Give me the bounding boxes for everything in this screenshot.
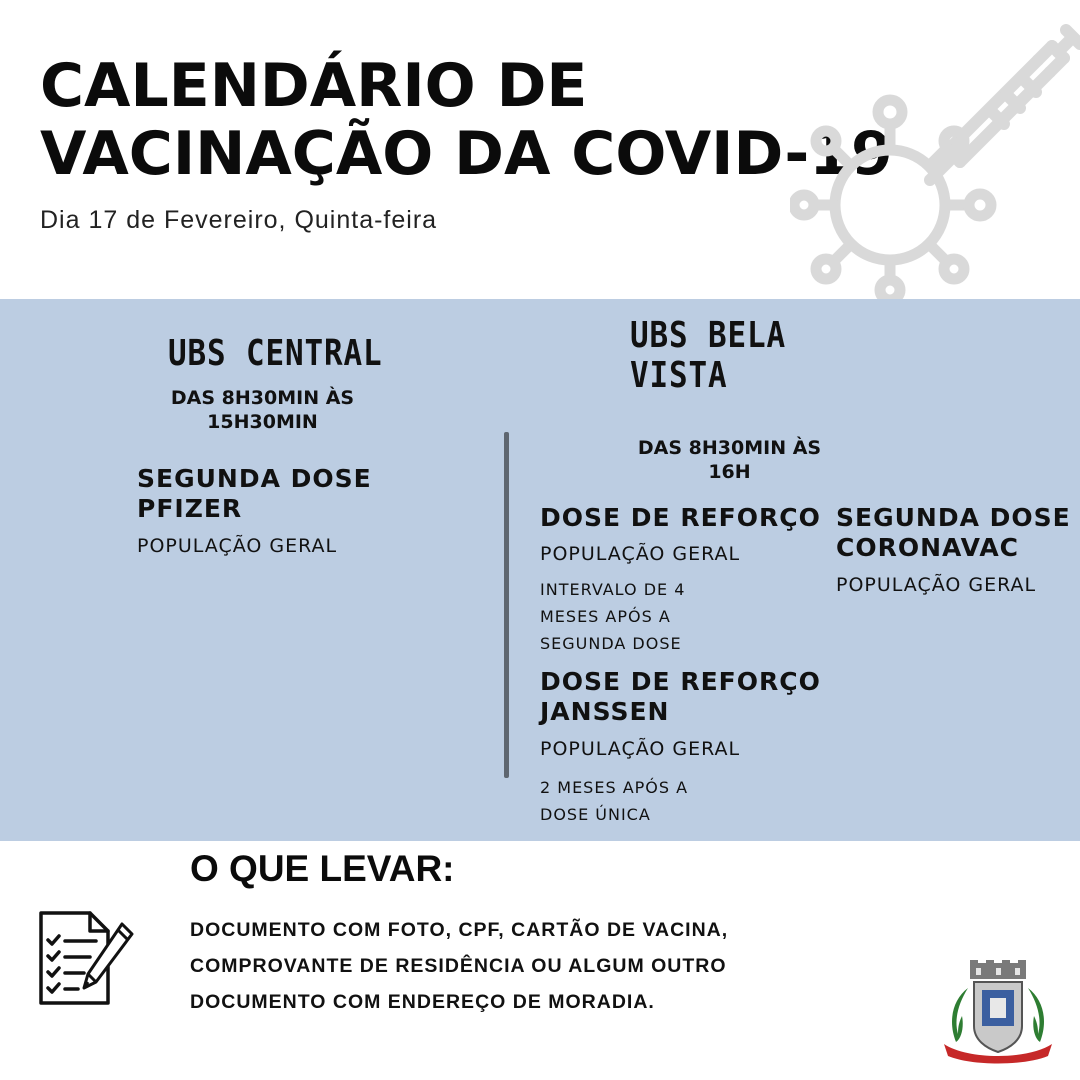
decoration [790, 0, 1080, 300]
janssen-title-line-2: JANSSEN [540, 697, 670, 726]
booster-population: POPULAÇÃO GERAL [540, 543, 741, 565]
janssen-note-line-2: DOSE ÚNICA [540, 805, 651, 824]
coronavac-title [836, 503, 1071, 563]
booster-title: DOSE DE REFORÇO [540, 503, 821, 532]
crest-crown-icon [970, 960, 1026, 979]
booster-note-line-2: MESES APÓS A [540, 607, 671, 626]
ubs-bela-vista-hours-line-1: DAS 8H30MIN ÀS [637, 437, 822, 459]
ubs-bela-vista-title-line-1: UBS BELA [630, 315, 786, 356]
ubs-central-title: UBS CENTRAL [168, 333, 383, 374]
ubs-central-population: POPULAÇÃO GERAL [137, 535, 338, 557]
crest-leaves-right-icon [1028, 988, 1044, 1042]
what-to-bring-line-2: COMPROVANTE DE RESIDÊNCIA OU ALGUM OUTRO [190, 955, 727, 977]
municipal-coat-of-arms [938, 960, 1058, 1065]
ubs-bela-vista-title [630, 316, 786, 396]
what-to-bring-line-3: DOCUMENTO COM ENDEREÇO DE MORADIA. [190, 991, 655, 1013]
janssen-population: POPULAÇÃO GERAL [540, 738, 741, 760]
ubs-central-hours [150, 386, 375, 434]
ubs-bela-vista-title-line-2: VISTA [630, 355, 728, 396]
ubs-bela-vista-hours [617, 436, 842, 484]
what-to-bring-text [190, 912, 830, 1020]
title-line-1: CALENDÁRIO DE [40, 51, 588, 121]
virus-icon [794, 100, 991, 300]
booster-interval-note [540, 576, 760, 657]
janssen-title-line-1: DOSE DE REFORÇO [540, 667, 821, 696]
ubs-bela-vista-hours-line-2: 16H [708, 461, 751, 483]
checklist-document-icon [38, 910, 136, 1006]
date-subtitle: Dia 17 de Fevereiro, Quinta-feira [40, 206, 438, 234]
ubs-central-dose-line-1: SEGUNDA DOSE [137, 464, 372, 493]
janssen-note-line-1: 2 MESES APÓS A [540, 778, 689, 797]
coronavac-title-line-2: CORONAVAC [836, 533, 1020, 562]
syringe-icon [930, 30, 1080, 180]
janssen-title [540, 667, 821, 727]
janssen-interval-note [540, 774, 760, 828]
crest-leaves-left-icon [952, 988, 968, 1042]
coronavac-title-line-1: SEGUNDA DOSE [836, 503, 1071, 532]
ubs-central-hours-line-1: DAS 8H30MIN ÀS [170, 387, 355, 409]
page-title [40, 52, 900, 188]
what-to-bring-line-1: DOCUMENTO COM FOTO, CPF, CARTÃO DE VACINA, [190, 919, 729, 941]
coronavac-population: POPULAÇÃO GERAL [836, 574, 1037, 596]
ubs-central-hours-line-2: 15H30MIN [207, 411, 318, 433]
booster-note-line-1: INTERVALO DE 4 [540, 580, 686, 599]
booster-note-line-3: SEGUNDA DOSE [540, 634, 682, 653]
what-to-bring-title: O QUE LEVAR: [190, 848, 455, 889]
ubs-central-dose-line-2: PFIZER [137, 494, 243, 523]
title-line-2: VACINAÇÃO DA COVID-19 [40, 119, 893, 189]
column-divider [504, 432, 509, 778]
ubs-central-dose-title [137, 464, 372, 524]
